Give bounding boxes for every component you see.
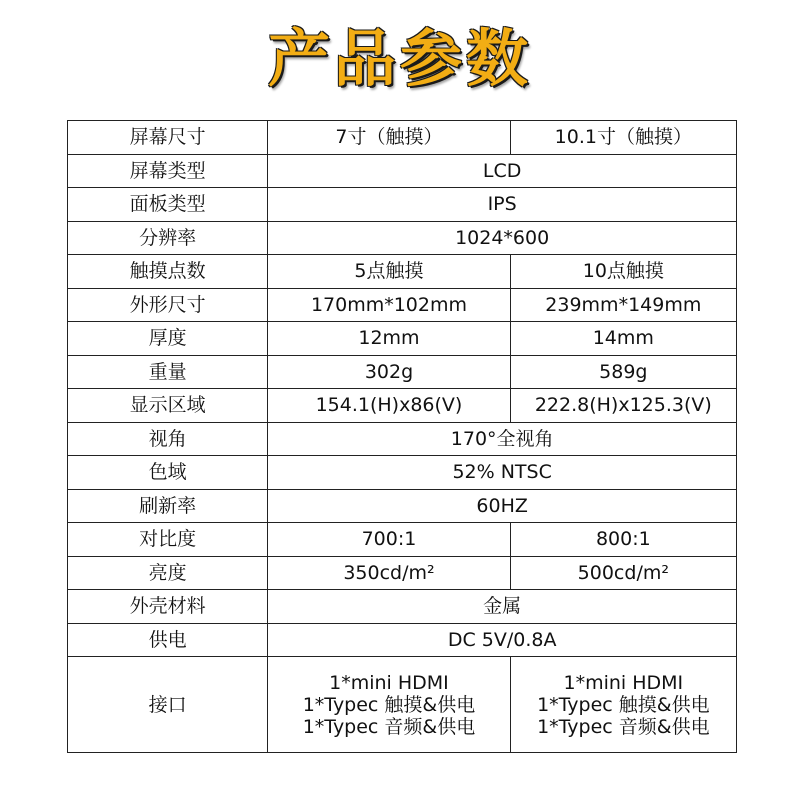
cell-merged: LCD — [268, 154, 737, 188]
row-label: 分辨率 — [68, 221, 268, 255]
row-label: 屏幕类型 — [68, 154, 268, 188]
cell-10-inch: 14mm — [510, 322, 736, 356]
spec-table — [67, 120, 737, 753]
table-row-display-area — [68, 389, 737, 423]
table-row-resolution — [68, 221, 737, 255]
cell-7-inch: 170mm*102mm — [268, 288, 510, 322]
cell-10-inch: 10.1寸（触摸） — [510, 121, 736, 155]
row-label: 触摸点数 — [68, 255, 268, 289]
row-label: 面板类型 — [68, 188, 268, 222]
table-row-interfaces — [68, 657, 737, 753]
row-label: 显示区域 — [68, 389, 268, 423]
table-row-power — [68, 623, 737, 657]
table-row-screen-size — [68, 121, 737, 155]
interface-line: 1*Typec 触摸&供电 — [537, 693, 710, 716]
cell-10-inch: 500cd/m² — [510, 556, 736, 590]
cell-merged: 52% NTSC — [268, 456, 737, 490]
row-label: 对比度 — [68, 523, 268, 557]
table-row-panel-type — [68, 188, 737, 222]
cell-7-inch: 350cd/m² — [268, 556, 510, 590]
interface-line: 1*mini HDMI — [563, 671, 684, 694]
cell-7-inch: 154.1(H)x86(V) — [268, 389, 510, 423]
table-row-touch-points — [68, 255, 737, 289]
interface-line: 1*Typec 音频&供电 — [537, 715, 710, 738]
table-row-screen-type — [68, 154, 737, 188]
page-title: 产品参数 — [267, 22, 532, 95]
table-row-shell-material — [68, 590, 737, 624]
cell-10-inch: 589g — [510, 355, 736, 389]
table-row-thickness — [68, 322, 737, 356]
cell-merged: 60HZ — [268, 489, 737, 523]
row-label: 色域 — [68, 456, 268, 490]
table-row-weight — [68, 355, 737, 389]
row-label: 厚度 — [68, 322, 268, 356]
table-row-color-gamut — [68, 456, 737, 490]
table-row-dimensions — [68, 288, 737, 322]
row-label: 外形尺寸 — [68, 288, 268, 322]
cell-7-inch: 7寸（触摸） — [268, 121, 510, 155]
cell-7-inch: 5点触摸 — [268, 255, 510, 289]
cell-merged: DC 5V/0.8A — [268, 623, 737, 657]
cell-10-inch: 239mm*149mm — [510, 288, 736, 322]
cell-7-inch: 12mm — [268, 322, 510, 356]
row-label: 供电 — [68, 623, 268, 657]
table-row-brightness — [68, 556, 737, 590]
table-row-contrast — [68, 523, 737, 557]
row-label: 视角 — [68, 422, 268, 456]
cell-merged: 1024*600 — [268, 221, 737, 255]
cell-merged: 金属 — [268, 590, 737, 624]
row-label: 重量 — [68, 355, 268, 389]
table-row-viewing-angle — [68, 422, 737, 456]
cell-10-inch: 10点触摸 — [510, 255, 736, 289]
interface-line: 1*Typec 音频&供电 — [302, 715, 476, 738]
cell-7-inch: 302g — [268, 355, 510, 389]
row-label: 外壳材料 — [68, 590, 268, 624]
cell-7-inch: 700:1 — [268, 523, 510, 557]
cell-10-inch: 222.8(H)x125.3(V) — [510, 389, 736, 423]
row-label: 屏幕尺寸 — [68, 121, 268, 155]
interface-line: 1*mini HDMI — [329, 671, 449, 694]
cell-merged: IPS — [268, 188, 737, 222]
cell-10-inch: 800:1 — [510, 523, 736, 557]
row-label: 刷新率 — [68, 489, 268, 523]
row-label: 亮度 — [68, 556, 268, 590]
cell-merged: 170°全视角 — [268, 422, 737, 456]
interface-line: 1*Typec 触摸&供电 — [302, 693, 476, 716]
cell-7-inch — [268, 657, 510, 753]
table-row-refresh-rate — [68, 489, 737, 523]
row-label: 接口 — [68, 657, 268, 753]
cell-10-inch — [510, 657, 736, 753]
